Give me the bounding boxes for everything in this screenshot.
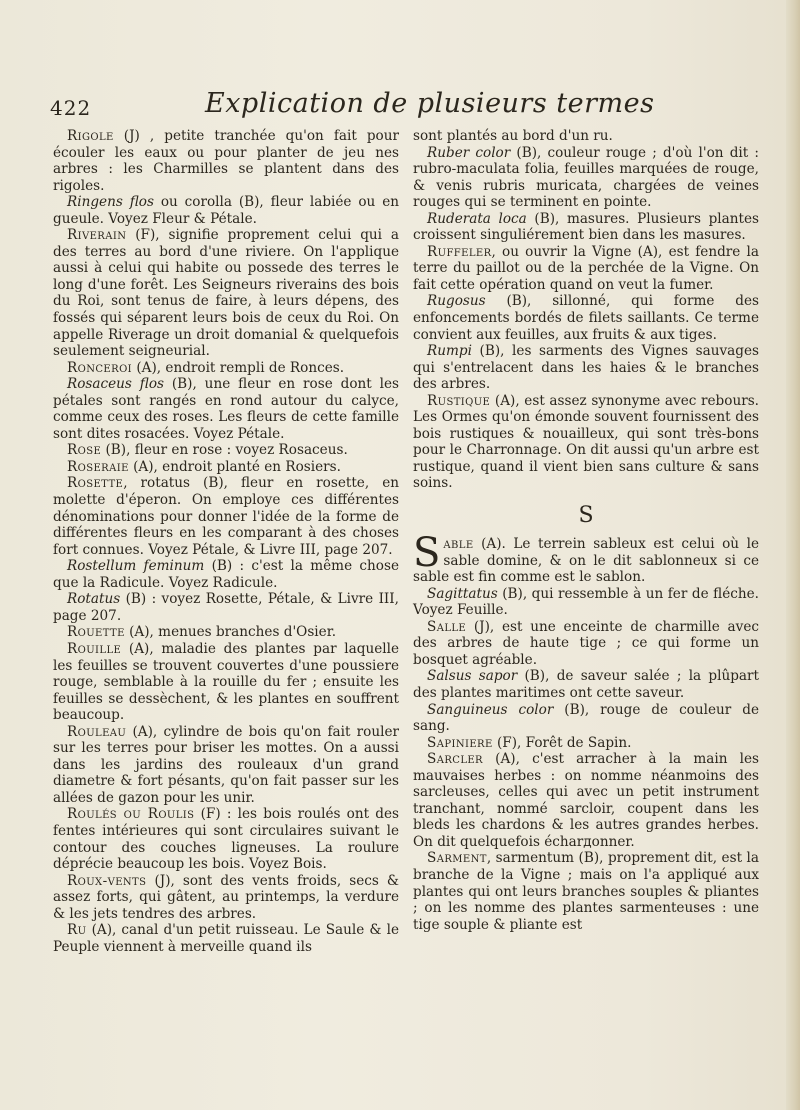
entry-latin-term: Ruderata loca	[427, 210, 527, 227]
entry-latin-term: Ringens flos	[67, 194, 154, 211]
dictionary-entry	[53, 591, 399, 624]
entry-definition: sont plantés au bord d'un ru.	[413, 128, 613, 144]
entry-definition: (B), couleur rouge ; d'où l'on dit : rubro-maculata folia, feuilles marquées de rouge, & venis rubris muricata, chargées de veines rouges qui se terminent en pointe.	[413, 144, 759, 211]
right-column	[413, 128, 759, 933]
dictionary-entry	[413, 530, 759, 586]
dictionary-entry	[413, 244, 759, 294]
entry-definition: ou corolla (B), fleur labiée ou en gueule. Voyez Fleur & Pétale.	[53, 194, 399, 227]
entry-definition: (J), est une enceinte de charmille avec des arbres de haute tige ; ce qui forme un bosquet agréable.	[413, 618, 759, 668]
entry-definition: , ou ouvrir la Vigne (A), est fendre la terre du paillot ou de la perchée de la Vigne. On fait cette opération quand on veut la fumer.	[413, 243, 759, 293]
dictionary-entry	[413, 850, 759, 933]
entry-headword: Sarcler	[427, 751, 483, 768]
entry-definition: (F) : les bois roulés ont des fentes intérieures qui sont circulaires suivant le contour des couches ligneuses. La roulure déprécie beaucoup les bois. Voyez Bois.	[53, 806, 400, 873]
section-letter: S	[578, 503, 594, 529]
dictionary-entry	[413, 586, 759, 619]
dictionary-entry	[53, 806, 399, 872]
page-header	[45, 88, 745, 126]
dictionary-entry	[413, 128, 759, 145]
drop-cap: S	[413, 530, 441, 577]
entry-definition: (B), qui ressemble à un fer de fléche. Voyez Feuille.	[413, 585, 759, 619]
page-number: 422	[50, 96, 92, 120]
entry-latin-term: Rostellum feminum	[67, 558, 205, 575]
entry-definition: (F), signifie proprement celui qui a des terres au bord d'une riviere. On l'applique aussi à celui qui habite ou possede des terres le long d'une forêt. Les Seigneurs riverains des bois du Roi, sont tenus de faire, à leurs dépens, des fossés qui séparent leurs bois de ceux du Roi. On appelle Riverage un droit domanial & quelquefois seulement seigneurial.	[53, 227, 399, 360]
entry-headword: Rosette	[67, 475, 124, 492]
dictionary-entry	[413, 393, 759, 492]
dictionary-entry	[413, 751, 759, 850]
dictionary-entry	[53, 227, 399, 359]
dictionary-entry	[413, 702, 759, 735]
entry-definition: (A), cylindre de bois qu'on fait rouler sur les terres pour briser les mottes. On a aussi dans les jardins des rouleaux d'un grand diametre & fort pésants, qu'on fait passer sur les allées de gazon pour les unir.	[53, 723, 399, 806]
entry-latin-term: Ruber color	[427, 144, 511, 161]
entry-headword: Roseraie	[67, 458, 129, 475]
dictionary-entry	[413, 619, 759, 669]
dictionary-entry	[53, 459, 399, 476]
dictionary-entry	[413, 735, 759, 752]
dictionary-entry	[53, 442, 399, 459]
dictionary-entry	[53, 724, 399, 807]
dictionary-entry	[53, 873, 399, 923]
entry-latin-term: Rotatus	[67, 591, 121, 608]
entry-definition: (B), sillonné, qui forme des enfoncements bordés de filets saillants. Ce terme convient aux feuilles, aux fruits & aux tiges.	[413, 293, 759, 343]
entry-headword: Rouette	[67, 624, 125, 641]
dictionary-entry	[53, 128, 399, 194]
entry-headword: Rigole	[67, 128, 114, 144]
left-column	[53, 128, 399, 955]
entry-latin-term: Rumpi	[427, 343, 472, 360]
entry-latin-term: Sagittatus	[427, 585, 498, 602]
entry-definition: (B), de saveur salée ; la plûpart des plantes maritimes ont cette saveur.	[413, 668, 759, 701]
entry-headword: able	[443, 536, 474, 553]
right-column-entries-s	[413, 530, 759, 933]
entry-headword: Ru	[67, 922, 87, 939]
entry-headword: Rouleau	[67, 723, 127, 740]
entry-headword: Riverain	[67, 227, 127, 244]
dictionary-entry	[413, 211, 759, 244]
entry-headword: Roux-vents	[67, 872, 147, 889]
entry-definition: (A), c'est arracher à la main les mauvaises herbes : on nomme néanmoins des sarcleuses, celles qui avec un petit instrument tranchant, nommé sarcloir, coupent dans les bleds les chardons & les autres grandes herbes. On dit quelquefois écharдonner.	[413, 751, 759, 850]
entry-definition: (A), maladie des plantes par laquelle les feuilles se trouvent couvertes d'une poussiere rouge, semblable à la rouille du fer ; ensuite les feuilles se dessèchent, & les plantes en souffrent beaucoup.	[53, 640, 399, 724]
entry-headword: Roulés ou Roulis	[67, 806, 195, 823]
entry-definition: (A), canal d'un petit ruisseau. Le Saule & le Peuple viennent à merveille quand ils	[53, 922, 399, 955]
dictionary-entry	[53, 558, 399, 591]
entry-headword: Sapiniere	[427, 734, 493, 751]
entry-headword: Rustique	[427, 392, 491, 409]
entry-definition: (A). Le terrein sableux est celui où le sable domine, & on le dit sablonneux si ce sable est fin comme est le sablon.	[413, 536, 759, 586]
dictionary-entry	[53, 624, 399, 641]
dictionary-entry	[413, 343, 759, 393]
entry-definition: (A), menues branches d'Osier.	[124, 624, 337, 641]
entry-definition: (B), une fleur en rose dont les pétales sont rangés en rond autour du calyce, comme ceux des roses. Les fleurs de cette famille sont dites rosacées. Voyez Pétale.	[53, 376, 399, 442]
entry-definition: (J) , petite tranchée qu'on fait pour écouler les eaux ou pour planter de jeu nes arbres : les Charmilles se plantent dans des rigoles.	[53, 128, 399, 194]
entry-definition: (A), endroit planté en Rosiers.	[128, 458, 341, 475]
dictionary-entry	[53, 641, 399, 724]
running-title: Explication de plusieurs termes	[205, 88, 655, 119]
right-column-entries-r	[413, 128, 759, 492]
entry-headword: Rouille	[67, 640, 122, 657]
entry-headword: Salle	[427, 618, 467, 635]
entry-latin-term: Rosaceus flos	[67, 376, 164, 393]
entry-latin-term: Rugosus	[427, 293, 486, 310]
entry-definition: (B), fleur en rose : voyez Rosaceus.	[101, 442, 348, 459]
entry-definition: (B), rouge de couleur de sang.	[413, 701, 759, 735]
entry-definition: , sarmentum (B), proprement dit, est la branche de la Vigne ; mais on l'a appliqué aux plantes qui ont leurs branches souples & pliantes ; on les nomme des plantes sarmenteuses : une tige souple & pliante est	[413, 850, 759, 933]
dictionary-entry	[53, 475, 399, 558]
entry-headword: Rose	[67, 442, 102, 459]
entry-definition: , rotatus (B), fleur en rosette, en molette d'éperon. On employe ces différentes dénominations pour donner l'idée de la forme de différentes fleurs en les comparant à des choses fort connues. Voyez Pétale, & Livre III, page 207.	[53, 475, 399, 558]
dictionary-entry	[53, 194, 399, 227]
dictionary-entry	[413, 293, 759, 343]
entry-definition: (B) : c'est la même chose que la Radicule. Voyez Radicule.	[53, 558, 399, 591]
entry-definition: (F), Forêt de Sapin.	[492, 734, 632, 751]
entry-definition: (A), endroit rempli de Ronces.	[132, 359, 345, 376]
entry-definition: (J), sont des vents froids, secs & assez forts, qui gâtent, au printemps, la verdure & les jets tendres des arbres.	[53, 872, 399, 922]
entry-headword: Ronceroi	[67, 359, 133, 376]
entry-definition: (A), est assez synonyme avec rebours. Les Ormes qu'on émonde souvent fournissent des bois rustiques & nouailleux, qui sont très-bons pour le Charronnage. On dit aussi qu'un arbre est rustique, quand il vient bien sans culture & sans soins.	[413, 392, 759, 492]
entry-latin-term: Sanguineus color	[427, 701, 554, 718]
dictionary-entry	[413, 145, 759, 211]
entry-definition: (B), masures. Plusieurs plantes croissent singuliérement bien dans les masures.	[413, 210, 759, 244]
entry-definition: (B), les sarments des Vignes sauvages qui s'entrelacent dans les haies & le branches des arbres.	[413, 343, 759, 393]
entry-headword: Sarment	[427, 850, 487, 867]
entry-definition: (B) : voyez Rosette, Pétale, & Livre III, page 207.	[53, 591, 399, 624]
page-edge	[786, 0, 800, 1110]
dictionary-entry	[53, 360, 399, 377]
dictionary-entry	[53, 922, 399, 955]
entry-latin-term: Salsus sapor	[427, 668, 518, 685]
dictionary-entry	[413, 668, 759, 701]
entry-headword: Ruffeler	[427, 243, 492, 260]
dictionary-entry	[53, 376, 399, 442]
